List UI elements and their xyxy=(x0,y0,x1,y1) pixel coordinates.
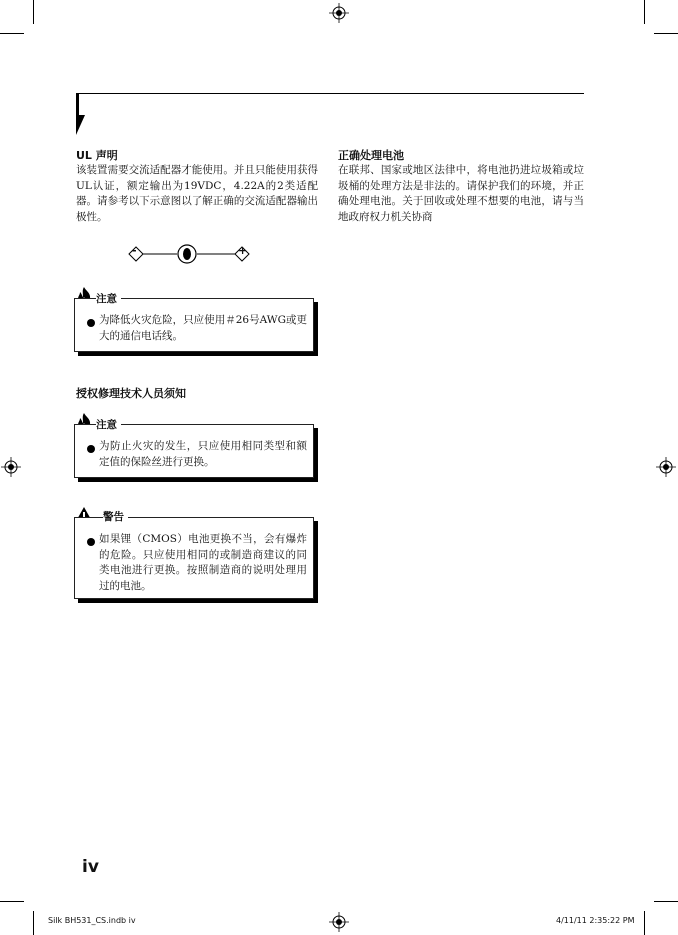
caution-text: 为防止火灾的发生，只应使用相同类型和额定值的保险丝进行更换。 xyxy=(99,440,307,468)
battery-heading: 正确处理电池 xyxy=(338,149,404,162)
technician-heading: 授权修理技术人员须知 xyxy=(76,387,186,400)
header-bar xyxy=(76,93,79,115)
warning-box xyxy=(74,517,314,599)
slug-left: Silk BH531_CS.indb iv xyxy=(48,916,136,925)
polarity-plus: + xyxy=(238,244,248,257)
slug-right: 4/11/11 2:35:22 PM xyxy=(556,916,635,925)
connector-pin-icon xyxy=(183,248,191,260)
caution-label: 注意 xyxy=(96,291,121,306)
polarity-minus: - xyxy=(132,244,137,257)
crop-mark xyxy=(33,911,34,935)
registration-mark-icon xyxy=(1,457,21,477)
crop-mark xyxy=(644,0,645,24)
registration-mark-icon xyxy=(329,912,349,932)
warning-text: 如果锂（CMOS）电池更换不当，会有爆炸的危险。只应使用相同的或制造商建议的同类电池进行更换。按照制造商的说明处理用过的电池。 xyxy=(99,533,307,592)
registration-mark-icon xyxy=(656,457,676,477)
polarity-diagram xyxy=(125,240,255,268)
crop-mark xyxy=(644,911,645,935)
ul-heading: UL 声明 xyxy=(76,149,118,162)
crop-mark xyxy=(654,901,678,902)
crop-mark xyxy=(0,901,24,902)
bullet-icon xyxy=(87,319,95,327)
bullet-icon xyxy=(87,538,95,546)
caution-text: 为降低火灾危险，只应使用＃26号AWG或更大的通信电话线。 xyxy=(99,314,307,342)
header-rule xyxy=(76,93,584,94)
bullet-icon xyxy=(87,445,95,453)
crop-mark xyxy=(0,33,24,34)
caution-box xyxy=(74,298,314,352)
warning-label: 警告 xyxy=(103,509,128,524)
caution-box xyxy=(74,424,314,478)
crop-mark xyxy=(654,33,678,34)
page-number: iv xyxy=(82,857,99,877)
caution-label: 注意 xyxy=(96,417,121,432)
ul-paragraph: 该装置需要交流适配器才能使用。并且只能使用获得UL认证，额定输出为19VDC，4.22A的2类适配器。请参考以下示意图以了解正确的交流适配器输出极性。 xyxy=(76,164,318,223)
registration-mark-icon xyxy=(329,3,349,23)
crop-mark xyxy=(33,0,34,24)
battery-paragraph: 在联邦、国家或地区法律中，将电池扔进垃圾箱或垃圾桶的处理方法是非法的。请保护我们的环境，并正确处理电池。关于回收或处理不想要的电池，请与当地政府权力机关协商 xyxy=(338,164,584,223)
header-tab xyxy=(76,115,85,135)
